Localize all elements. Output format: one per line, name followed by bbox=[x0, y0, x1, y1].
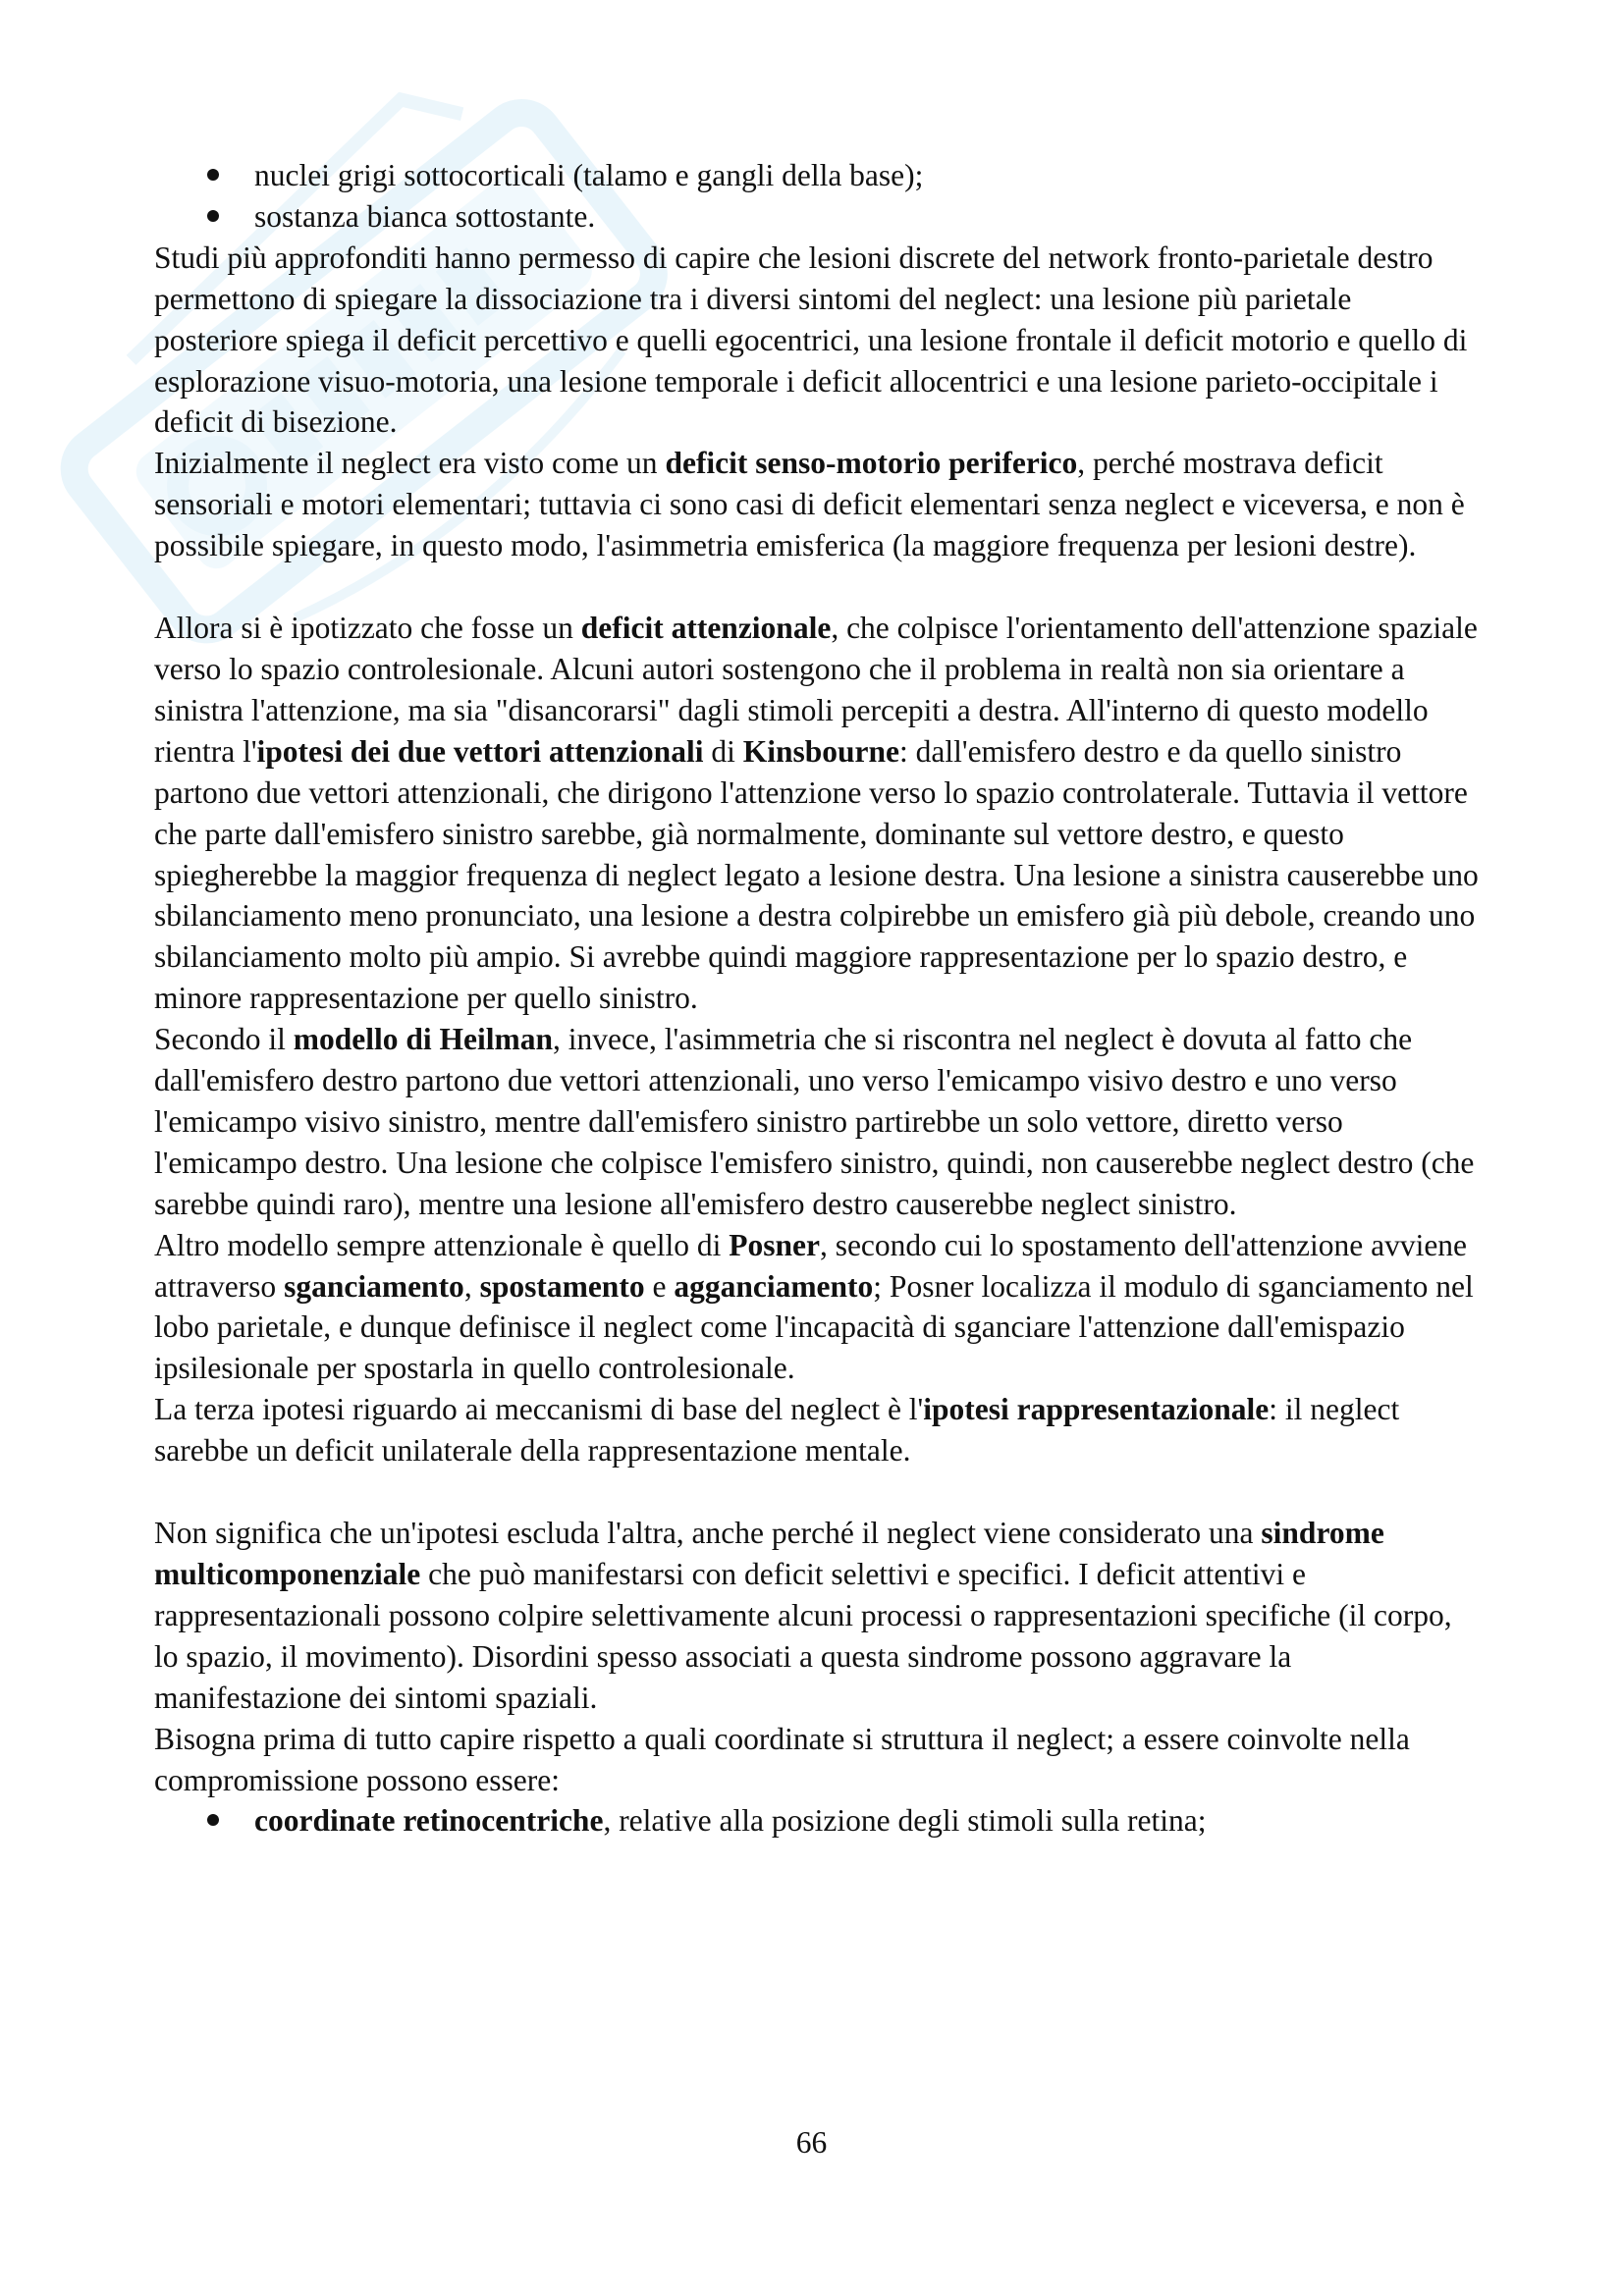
term-posner: Posner bbox=[729, 1227, 820, 1262]
term-sensorimotor: deficit senso-motorio periferico bbox=[665, 446, 1078, 481]
bullet-dot-icon bbox=[207, 1814, 219, 1826]
bullet-list-top bbox=[154, 155, 1480, 238]
paragraph-attentional-deficit: Allora si è ipotizzato che fosse un deficit attenzionale, che colpisce l'orientamento dell'attenzione spaziale verso lo spazio controlesionale. Alcuni autori sostengono che il problema in realtà non sia orientare a sinistra l'attenzione, ma sia "disancorarsi" dagli stimoli percepiti a destra. All'interno di questo modello rientra l'ipotesi dei due vettori attenzionali di Kinsbourne: dall'emisfero destro e da quello sinistro partono due vettori attenzionali, che dirigono l'attenzione verso lo spazio controlaterale. Tuttavia il vettore che parte dall'emisfero sinistro sarebbe, già normalmente, dominante sul vettore destro, e questo spiegherebbe la maggior frequenza di neglect legato a lesione destra. Una lesione a sinistra causerebbe uno sbilanciamento meno pronunciato, una lesione a destra colpirebbe un emisfero già più debole, creando uno sbilanciamento molto più ampio. Si avrebbe quindi maggiore rappresentazione per lo spazio destro, e minore rappresentazione per quello sinistro. bbox=[154, 611, 1479, 1016]
paragraph-heilman-model: Secondo il modello di Heilman, invece, l'asimmetria che si riscontra nel neglect è dovuta al fatto che dall'emisfero destro partono due vettori attenzionali, uno verso l'emicampo visivo destro e uno verso l'emicampo visivo sinistro, mentre dall'emisfero sinistro partirebbe un solo vettore, diretto verso l'emicampo destro. Una lesione che colpisce l'emisfero sinistro, quindi, non causerebbe neglect destro (che sarebbe quindi raro), mentre una lesione all'emisfero destro causerebbe neglect sinistro. bbox=[154, 1022, 1475, 1221]
paragraph-representational-hypothesis: La terza ipotesi riguardo ai meccanismi di base del neglect è l'ipotesi rappresentazionale: il neglect sarebbe un deficit unilaterale della rappresentazione mentale. bbox=[154, 1392, 1400, 1468]
paragraph-sensorimotor-deficit: Inizialmente il neglect era visto come un deficit senso-motorio periferico, perché mostrava deficit sensoriali e motori elementari; tuttavia ci sono casi di deficit elementari senza neglect e viceversa, e non è possibile spiegare, in questo modo, l'asimmetria emisferica (la maggiore frequenza per lesioni destre). bbox=[154, 446, 1465, 563]
paragraph-network-lesions: Studi più approfonditi hanno permesso di capire che lesioni discrete del network fronto-parietale destro permettono di spiegare la dissociazione tra i diversi sintomi del neglect: una lesione più parietale posteriore spiega il deficit percettivo e quelli egocentrici, una lesione frontale il deficit motorio e quello di esplorazione visuo-motoria, una lesione temporale i deficit allocentrici e una lesione parieto-occipitale i deficit di bisezione. bbox=[154, 240, 1468, 440]
bullet-dot-icon bbox=[207, 210, 219, 222]
paragraph-coordinates: Bisogna prima di tutto capire rispetto a quali coordinate si struttura il neglect; a essere coinvolte nella compromissione possono essere: bbox=[154, 1721, 1410, 1797]
page-number: 66 bbox=[795, 2125, 828, 2160]
paragraph-multicomponent-syndrome: Non significa che un'ipotesi escluda l'altra, anche perché il neglect viene considerato una sindrome multicomponenziale che può manifestarsi con deficit selettivi e specifici. I deficit attentivi e rappresentazionali possono colpire selettivamente alcuni processi o rappresentazioni specifiche (il corpo, lo spazio, il movimento). Disordini spesso associati a questa sindrome possono aggravare la manifestazione dei sintomi spaziali. bbox=[154, 1516, 1452, 1715]
term-sganciamento: sganciamento bbox=[284, 1268, 464, 1304]
list-item: coordinate retinocentriche, relative alla posizione degli stimoli sulla retina; bbox=[154, 1800, 1480, 1842]
term-retinocentric: coordinate retinocentriche bbox=[254, 1803, 604, 1839]
list-item-text: nuclei grigi sottocorticali (talamo e gangli della base); bbox=[254, 158, 924, 192]
term-heilman: modello di Heilman bbox=[293, 1022, 554, 1057]
paragraph-posner-model: Altro modello sempre attenzionale è quello di Posner, secondo cui lo spostamento dell'attenzione avviene attraverso sganciamento, spostamento e agganciamento; Posner localizza il modulo di sganciamento nel lobo parietale, e dunque definisce il neglect come l'incapacità di sganciare l'attenzione dall'emispazio ipsilesionale per spostarla in quello controlesionale. bbox=[154, 1227, 1474, 1386]
term-attentional-deficit: deficit attenzionale bbox=[580, 611, 832, 646]
bullet-list-bottom bbox=[154, 1800, 1480, 1842]
term-kinsbourne: Kinsbourne bbox=[742, 733, 900, 769]
list-item-text: sostanza bianca sottostante. bbox=[254, 198, 596, 234]
list-item bbox=[154, 155, 1480, 196]
term-representational: ipotesi rappresentazionale bbox=[923, 1392, 1270, 1427]
term-agganciamento: agganciamento bbox=[674, 1268, 874, 1304]
term-multicomponent: sindrome multicomponenziale bbox=[154, 1516, 1384, 1591]
term-two-vectors: ipotesi dei due vettori attenzionali bbox=[256, 733, 704, 769]
term-spostamento: spostamento bbox=[479, 1268, 645, 1304]
bullet-dot-icon bbox=[207, 169, 219, 181]
list-item bbox=[154, 196, 1480, 238]
document-body bbox=[154, 155, 1480, 1842]
